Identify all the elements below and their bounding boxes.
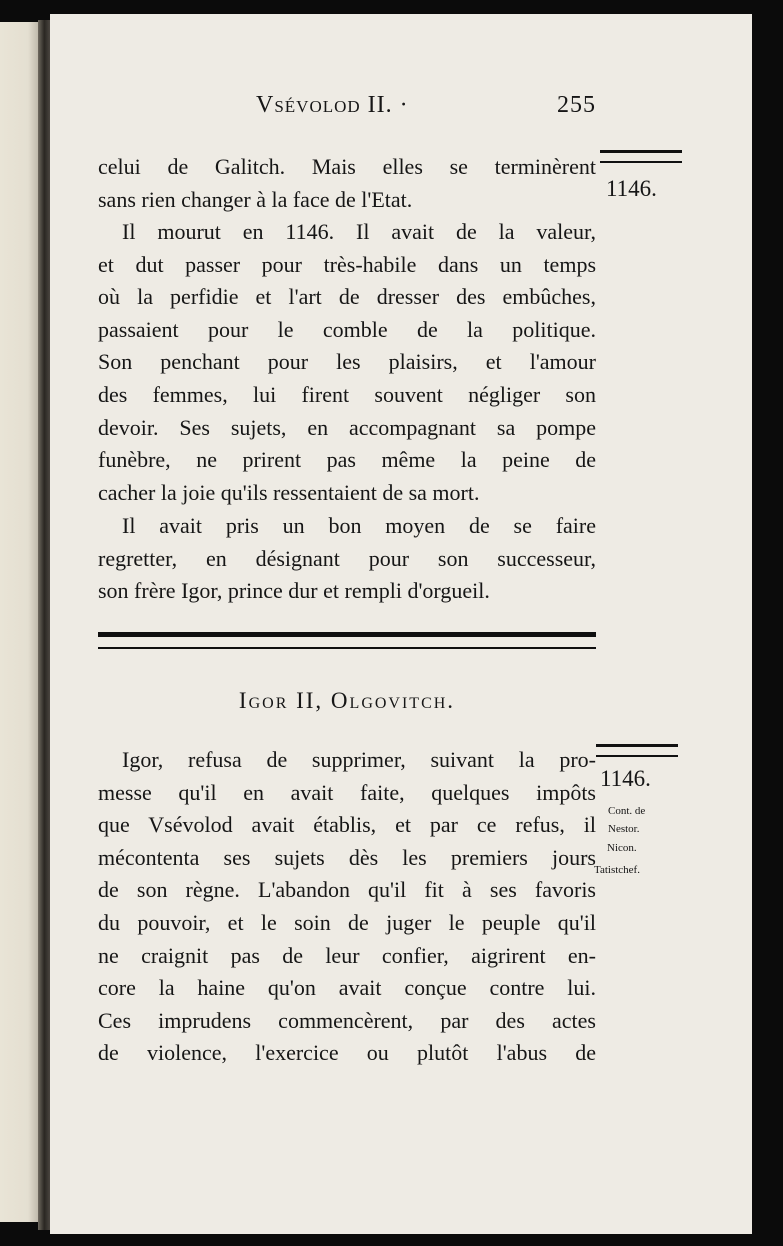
text-line: du pouvoir, et le soin de juger le peuple qu'il	[98, 909, 596, 935]
margin-source: Tatistchef.	[594, 864, 640, 876]
text-line: Ces imprudens commencèrent, par des actes	[98, 1007, 596, 1033]
text-line: celui de Galitch. Mais elles se terminèrent	[98, 154, 596, 179]
facing-page-edge	[0, 22, 40, 1222]
margin-rule	[600, 150, 682, 163]
margin-rule	[596, 744, 678, 757]
page-header	[250, 92, 596, 128]
paragraph-4	[98, 744, 596, 1070]
margin-source: Nestor.	[608, 823, 640, 835]
text-line: cacher la joie qu'ils ressentaient de sa mort.	[98, 479, 480, 505]
book-page	[50, 14, 752, 1234]
paragraph-1	[98, 151, 596, 216]
page-number: 255	[557, 92, 596, 118]
text-line: regretter, en désignant pour son successeur,	[98, 545, 596, 571]
text-line: Il mourut en 1146. Il avait de la valeur,	[122, 219, 596, 244]
margin-year: 1146.	[606, 176, 657, 201]
text-line: de son règne. L'abandon qu'il fit à ses favoris	[98, 877, 596, 903]
text-line: Il avait pris un bon moyen de se faire	[122, 513, 596, 538]
text-line: Son penchant pour les plaisirs, et l'amour	[98, 349, 596, 375]
text-line: messe qu'il en avait faite, quelques impôts	[98, 779, 596, 805]
text-line: des femmes, lui firent souvent négliger son	[98, 381, 596, 407]
text-line: devoir. Ses sujets, en accompagnant sa pompe	[98, 414, 596, 440]
text-line: et dut passer pour très-habile dans un temps	[98, 251, 596, 277]
section-title: Igor II, Olgovitch.	[238, 688, 456, 713]
margin-source: Nicon.	[607, 842, 637, 854]
text-line: que Vsévolod avait établis, et par ce refus, il	[98, 812, 596, 838]
text-line: ne craignit pas de leur confier, aigrirent en-	[98, 942, 596, 968]
text-line: de violence, l'exercice ou plutôt l'abus de	[98, 1040, 596, 1066]
paragraph-3	[98, 510, 596, 608]
text-line: où la perfidie et l'art de dresser des embûches,	[98, 284, 596, 310]
paragraph-2	[98, 216, 596, 509]
text-line: son frère Igor, prince dur et rempli d'orgueil.	[98, 578, 490, 604]
text-line: sans rien changer à la face de l'Etat.	[98, 186, 413, 212]
margin-year: 1146.	[600, 766, 651, 791]
text-line: Igor, refusa de supprimer, suivant la pro-	[122, 747, 596, 772]
margin-source: Cont. de	[608, 805, 646, 817]
text-line: mécontenta ses sujets dès les premiers jours	[98, 844, 596, 870]
section-divider-rule	[98, 632, 596, 649]
text-line: passaient pour le comble de la politique.	[98, 316, 596, 342]
running-title: Vsévolod II. ·	[256, 92, 409, 118]
text-line: core la haine qu'on avait conçue contre lui.	[98, 975, 596, 1001]
text-line: funèbre, ne prirent pas même la peine de	[98, 447, 596, 473]
